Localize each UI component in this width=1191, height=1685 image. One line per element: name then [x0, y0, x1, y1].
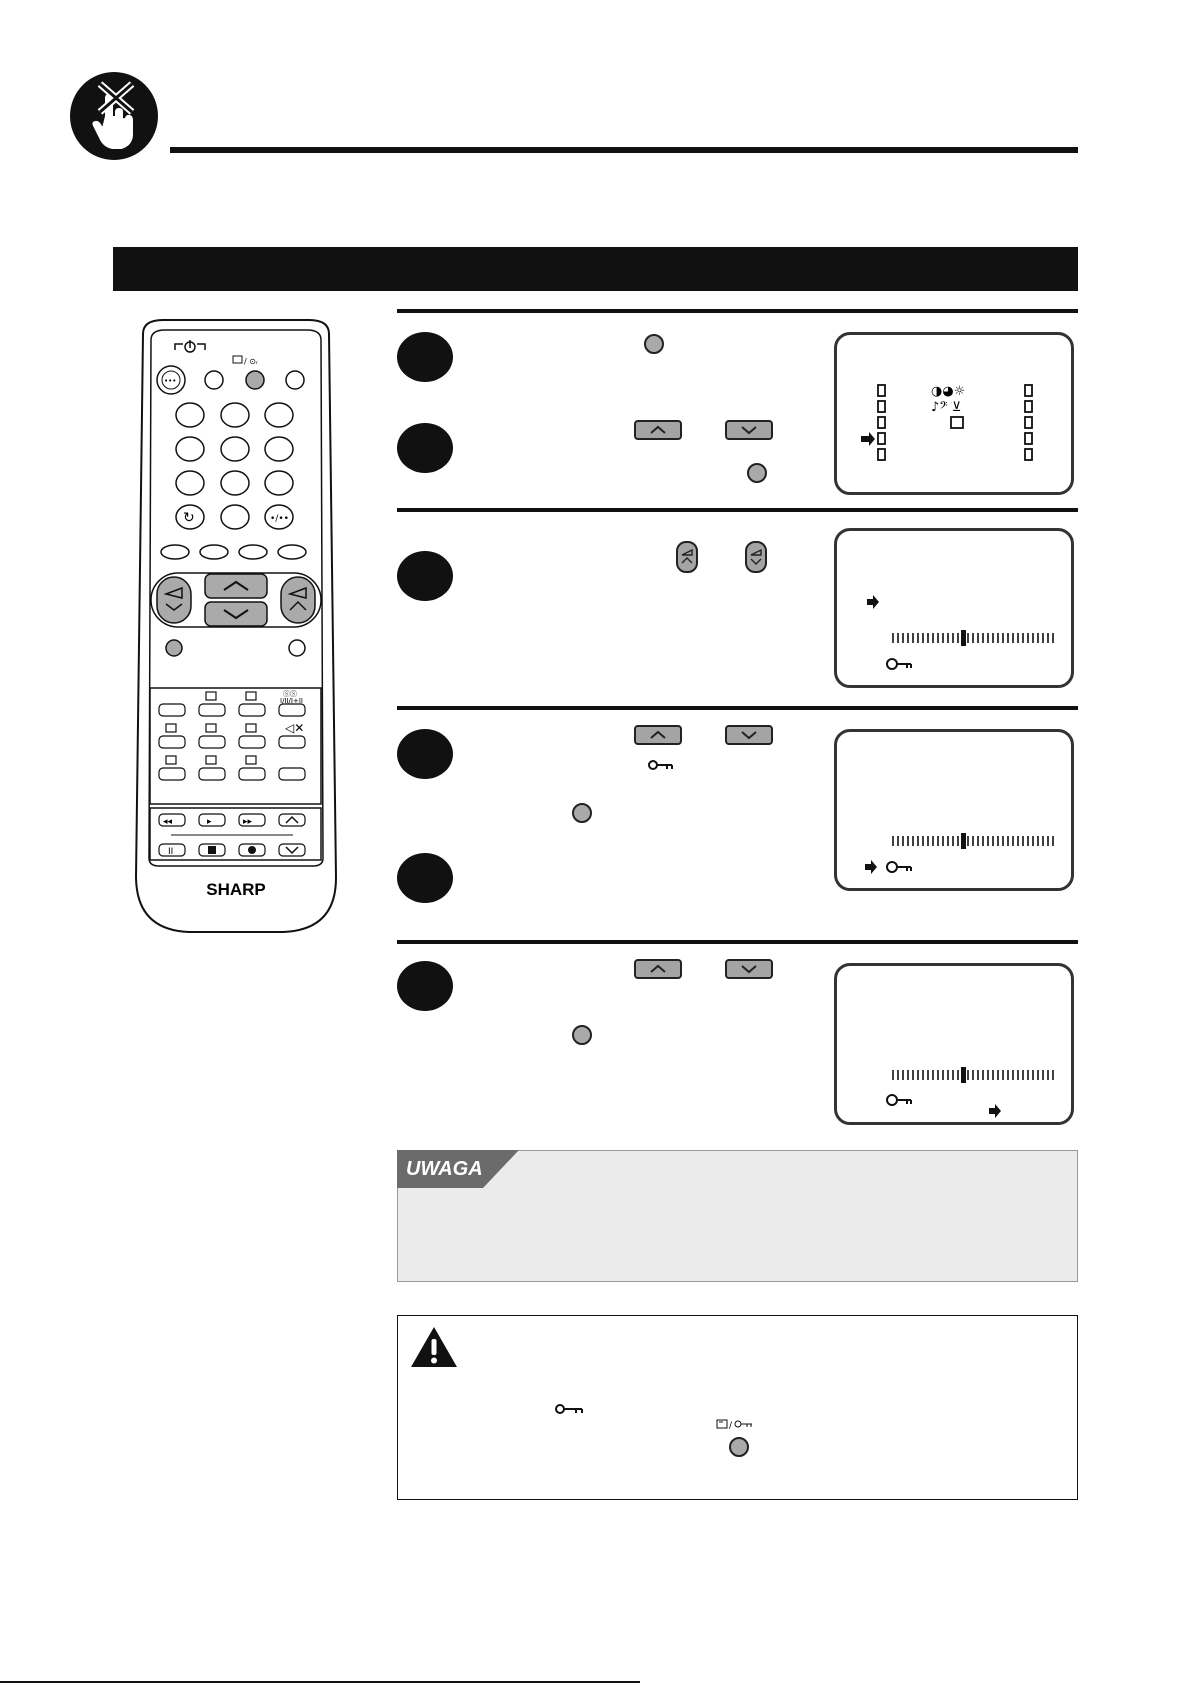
step-separator	[397, 706, 1078, 710]
arrow-icon	[865, 860, 877, 874]
channel-up-button-icon	[634, 420, 682, 440]
finger-prohibited-icon	[70, 72, 158, 160]
warning-box	[397, 1315, 1078, 1500]
channel-down-button-icon	[725, 420, 773, 440]
key-icon	[887, 1095, 897, 1105]
key-icon	[887, 659, 897, 669]
key-icon	[887, 862, 897, 872]
channel-up-button-icon	[634, 959, 682, 979]
svg-text:ⓈⓈ: ⓈⓈ	[283, 690, 297, 698]
arrow-icon	[989, 1104, 1001, 1118]
osd-adjust-screen	[834, 528, 1074, 688]
header-rule	[170, 147, 1078, 153]
step-number-3	[397, 551, 453, 601]
svg-text:♪𝄢 ⊻: ♪𝄢 ⊻	[931, 400, 962, 415]
step-separator	[397, 309, 1078, 313]
osd-menu-screen	[834, 332, 1074, 495]
channel-down-button-icon	[725, 959, 773, 979]
svg-text:/ ⊙ᵣ: / ⊙ᵣ	[244, 357, 259, 366]
step-number-1	[397, 332, 453, 382]
svg-text:▸: ▸	[207, 817, 212, 827]
step-number-2	[397, 423, 453, 473]
step-separator	[397, 940, 1078, 944]
gray-round-button-icon	[729, 1437, 749, 1457]
svg-text:II: II	[168, 847, 174, 857]
svg-text:•••: •••	[164, 377, 177, 385]
svg-text:•/••: •/••	[270, 514, 289, 524]
menu-lock-icon	[716, 1417, 758, 1435]
step-number-5	[397, 853, 453, 903]
note-label: UWAGA	[406, 1158, 483, 1180]
step-number-6	[397, 961, 453, 1011]
volume-down-button-icon	[745, 541, 767, 573]
channel-up-button-icon	[634, 725, 682, 745]
svg-text:↻: ↻	[183, 510, 195, 526]
svg-text:◂◂: ◂◂	[163, 817, 173, 827]
svg-text:/: /	[729, 1421, 733, 1430]
svg-text:◑◕☼: ◑◕☼	[931, 384, 966, 399]
osd-unlock-screen	[834, 963, 1074, 1125]
step-separator	[397, 508, 1078, 512]
gray-round-button-icon	[572, 803, 592, 823]
remote-control-illustration	[133, 318, 339, 936]
step-number-4	[397, 729, 453, 779]
key-icon	[648, 758, 674, 776]
footer-rule	[0, 1681, 640, 1683]
osd-lock-screen	[834, 729, 1074, 891]
svg-text:I/II/I+II: I/II/I+II	[280, 697, 303, 705]
channel-down-button-icon	[725, 725, 773, 745]
svg-text:▸▸: ▸▸	[243, 817, 253, 827]
gray-round-button-icon	[644, 334, 664, 354]
svg-text:◁✕: ◁✕	[285, 721, 305, 735]
arrow-icon	[861, 432, 875, 446]
volume-up-button-icon	[676, 541, 698, 573]
remote-brand-logo: SHARP	[206, 880, 266, 899]
warning-triangle-icon	[409, 1325, 459, 1374]
section-title-bar	[113, 247, 1078, 291]
gray-round-button-icon	[747, 463, 767, 483]
key-icon	[555, 1402, 585, 1420]
gray-round-button-icon	[572, 1025, 592, 1045]
arrow-icon	[867, 595, 879, 609]
